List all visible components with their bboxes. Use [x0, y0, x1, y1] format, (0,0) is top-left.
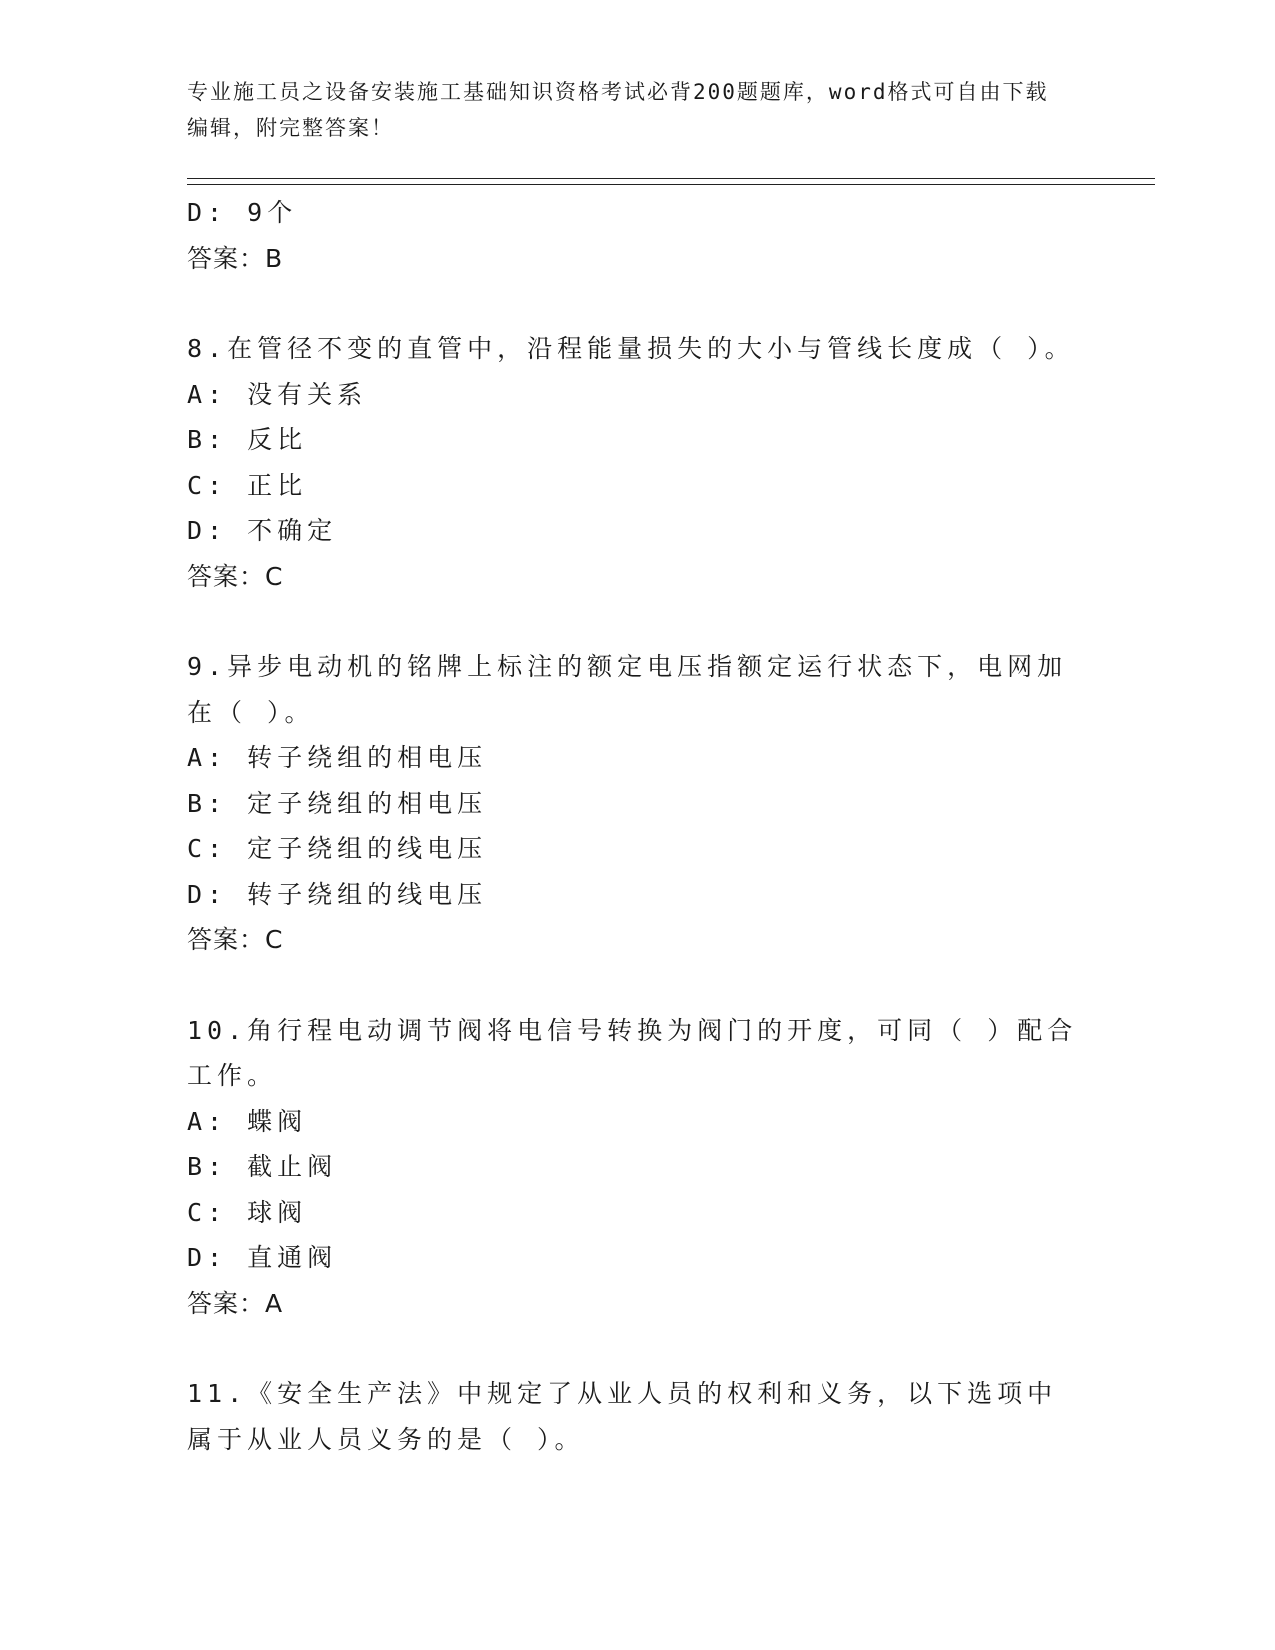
option-d: D: 转子绕组的线电压: [187, 879, 488, 909]
question-9: [187, 644, 1087, 963]
option-c: C: 球阀: [187, 1197, 308, 1227]
question-stem: 11.《安全生产法》中规定了从业人员的权利和义务，以下选项中属于从业人员义务的是（ ）。: [187, 1379, 1058, 1454]
answer-line: 答案：A: [187, 1288, 284, 1318]
question-11: [187, 1371, 1087, 1462]
answer-line: 答案：C: [187, 925, 284, 954]
option-b: B: 截止阀: [187, 1152, 338, 1181]
option-a: A: 没有关系: [187, 379, 368, 409]
option-d: D: 直通阀: [187, 1243, 338, 1272]
header-rule-top: [187, 178, 1155, 179]
question-stem: 8.在管径不变的直管中，沿程能量损失的大小与管线长度成（ ）。: [187, 334, 1075, 363]
question-8: [187, 326, 1087, 599]
option-d: D: 不确定: [187, 516, 338, 545]
question-stem: 9.异步电动机的铭牌上标注的额定电压指额定运行状态下，电网加在（ ）。: [187, 652, 1068, 727]
option-b: B: 反比: [187, 425, 308, 454]
option-a: A: 蝶阀: [187, 1106, 308, 1136]
question-list: [187, 190, 1087, 1462]
document-header: 专业施工员之设备安装施工基础知识资格考试必背200题题库，word格式可自由下载编辑，附完整答案！: [187, 80, 1049, 140]
answer-line: 答案：B: [187, 243, 284, 273]
question-stem: 10.角行程电动调节阀将电信号转换为阀门的开度，可同（ ）配合工作。: [187, 1015, 1078, 1090]
option-b: B: 定子绕组的相电压: [187, 788, 488, 818]
previous-question-tail: [187, 190, 1087, 281]
option-a: A: 转子绕组的相电压: [187, 743, 488, 772]
option-c: C: 正比: [187, 470, 308, 500]
option-c: C: 定子绕组的线电压: [187, 834, 488, 863]
question-10: [187, 1008, 1087, 1327]
header-rule-bottom: [187, 184, 1155, 185]
option-d: D: 9个: [187, 198, 298, 227]
answer-line: 答案：C: [187, 561, 284, 591]
